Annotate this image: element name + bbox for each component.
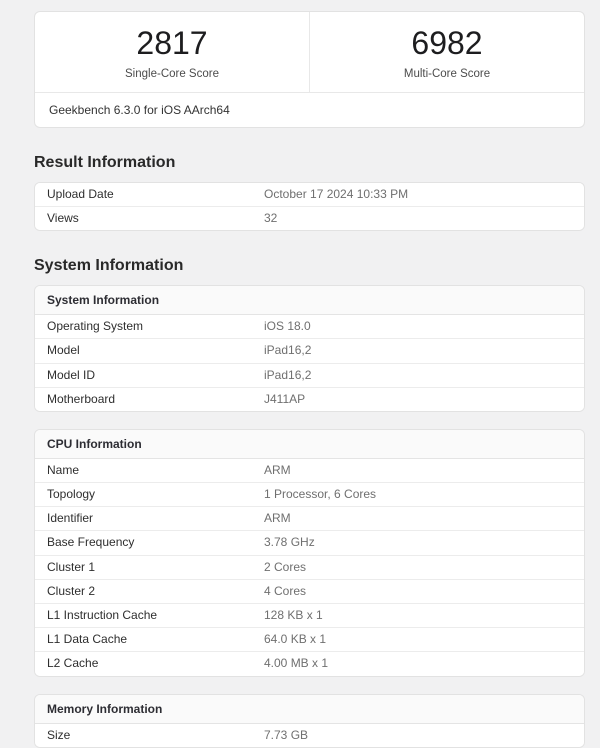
table-row-motherboard [35,387,584,411]
row-label: Base Frequency [47,535,135,550]
row-value: iPad16,2 [264,367,312,382]
score-summary-card [34,11,585,128]
table-row-memory-size [35,724,584,747]
row-label: Operating System [47,319,144,334]
benchmark-version-caption: Geekbench 6.3.0 for iOS AArch64 [49,102,230,117]
row-label: Cluster 1 [47,559,96,574]
row-value: ARM [264,511,291,526]
row-label: Model [47,343,80,358]
multi-core-score-value: 6982 [411,25,483,61]
row-value: iOS 18.0 [264,319,311,334]
row-value: 128 KB x 1 [264,608,323,623]
table-row-cpu-name [35,459,584,482]
row-label: Views [47,210,79,225]
result-information-card [34,182,585,231]
memory-information-card [34,694,585,748]
row-value: 2 Cores [264,559,307,574]
table-row-upload-date [35,183,584,206]
cpu-information-card-header: CPU Information [35,430,584,459]
table-row-model [35,338,584,362]
row-value: 4 Cores [264,583,307,598]
single-core-score-value: 2817 [136,25,208,61]
result-information-heading: Result Information [34,153,176,171]
table-row-model-id [35,363,584,387]
row-label: L2 Cache [47,656,99,671]
system-information-card-header: System Information [35,286,584,315]
table-row-l2-cache [35,651,584,675]
table-row-cluster-2 [35,579,584,603]
multi-core-score-cell [310,12,584,92]
row-label: Cluster 2 [47,583,96,598]
table-row-operating-system [35,315,584,338]
single-core-score-label: Single-Core Score [125,67,219,80]
row-value: 7.73 GB [264,727,309,742]
row-value: 4.00 MB x 1 [264,656,329,671]
single-core-score-cell [35,12,310,92]
multi-core-score-label: Multi-Core Score [403,67,491,80]
row-label: Topology [47,487,96,502]
row-value: 1 Processor, 6 Cores [264,487,377,502]
row-label: Size [47,727,71,742]
table-row-topology [35,482,584,506]
row-label: Model ID [47,367,96,382]
row-value: 32 [264,210,278,225]
table-row-identifier [35,506,584,530]
row-value: October 17 2024 10:33 PM [264,186,409,201]
table-row-views [35,206,584,230]
row-label: Upload Date [47,186,114,201]
score-row [35,12,584,93]
table-row-l1-data-cache [35,627,584,651]
row-value: 64.0 KB x 1 [264,632,327,647]
memory-information-card-header: Memory Information [35,695,584,724]
row-label: L1 Instruction Cache [47,608,158,623]
row-label: Name [47,462,80,477]
row-value: J411AP [264,391,306,406]
row-value: iPad16,2 [264,343,312,358]
cpu-information-card [34,429,585,677]
row-label: Motherboard [47,391,116,406]
system-information-heading: System Information [34,257,184,275]
system-information-card [34,285,585,412]
row-label: L1 Data Cache [47,632,128,647]
table-row-cluster-1 [35,555,584,579]
table-row-l1-instruction-cache [35,603,584,627]
row-label: Identifier [47,511,94,526]
row-value: 3.78 GHz [264,535,315,550]
row-value: ARM [264,462,291,477]
table-row-base-frequency [35,530,584,554]
